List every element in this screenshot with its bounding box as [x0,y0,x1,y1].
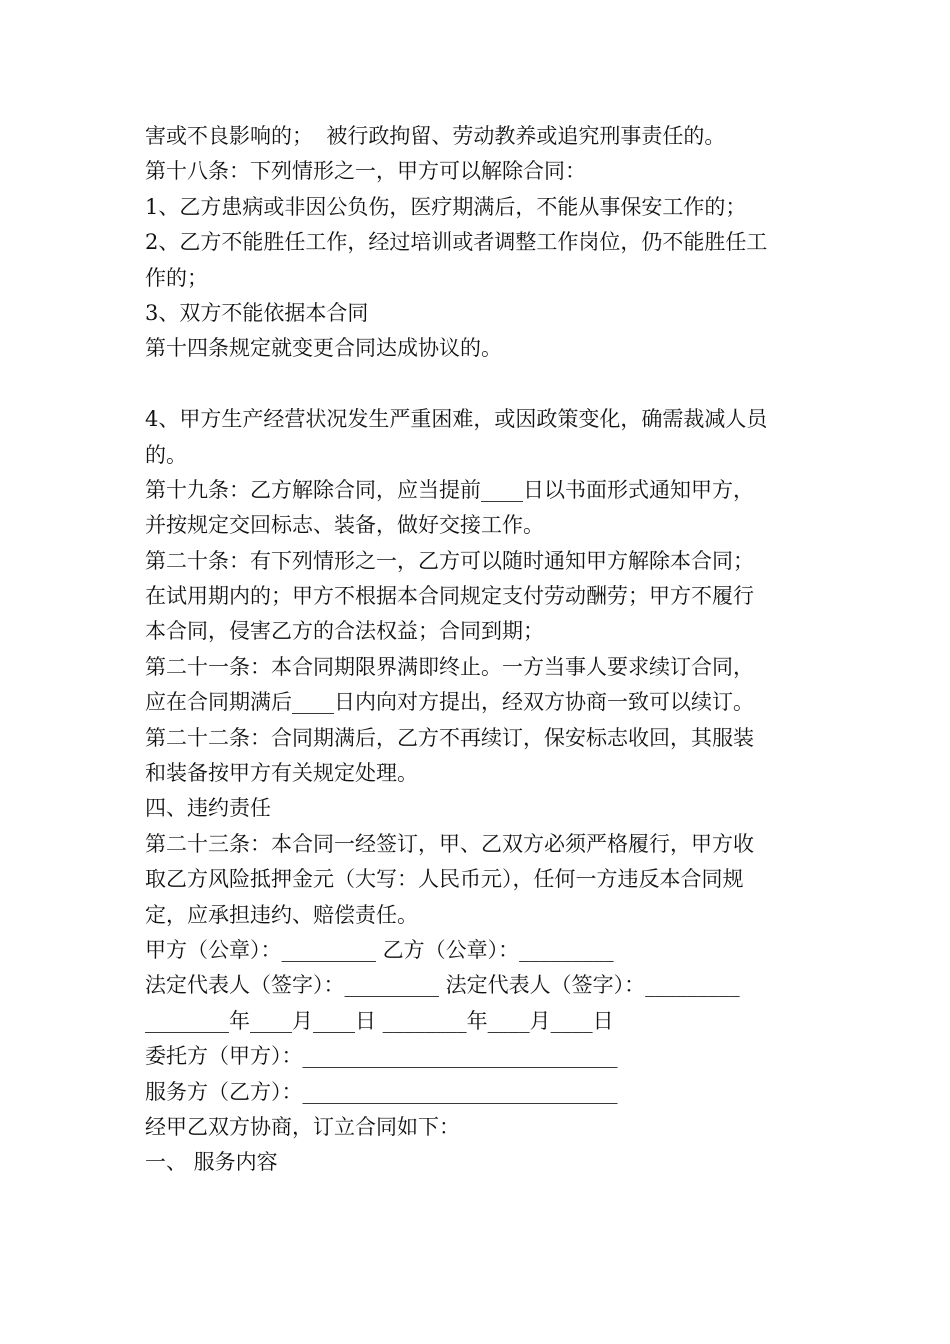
blank-line [145,367,810,402]
text-line: 和装备按甲方有关规定处理。 [145,761,418,786]
text-line: 3、双方不能依据本合同 [145,300,369,325]
client-party-line: 委托方（甲方）：______________________________ [145,1044,618,1069]
article-18-heading: 第十八条：下列情形之一，甲方可以解除合同： [145,159,586,184]
text-line: 作的； [145,265,208,290]
text-line: 2、乙方不能胜任工作，经过培训或者调整工作岗位，仍不能胜任工 [145,230,768,255]
text-line: 本合同，侵害乙方的合法权益；合同到期； [145,619,544,644]
text-line: 应在合同期满后____日内向对方提出，经双方协商一致可以续订。 [145,690,754,715]
section-heading-liability: 四、违约责任 [145,796,271,821]
text-line: 第十四条规定就变更合同达成协议的。 [145,336,502,361]
date-line: ________年____月____日 ________年____月____日 [145,1008,614,1033]
service-party-line: 服务方（乙方）：______________________________ [145,1079,618,1104]
representative-signature-line: 法定代表人（签字）：_________ 法定代表人（签字）：_________ [145,973,740,998]
article-21: 第二十一条：本合同期限界满即终止。一方当事人要求续订合同， [145,654,754,679]
text-line: 取乙方风险抵押金元（大写：人民币元），任何一方违反本合同规 [145,867,744,892]
text-line: 4、甲方生产经营状况发生严重困难，或因政策变化，确需裁减人员 [145,407,768,432]
article-19: 第十九条：乙方解除合同，应当提前____日以书面形式通知甲方， [145,477,754,502]
text-line: 的。 [145,442,187,467]
text-line: 定，应承担违约、赔偿责任。 [145,902,418,927]
article-20: 第二十条：有下列情形之一，乙方可以随时通知甲方解除本合同； [145,548,754,573]
text-line: 并按规定交回标志、装备，做好交接工作。 [145,513,544,538]
article-23: 第二十三条：本合同一经签订，甲、乙双方必须严格履行，甲方收 [145,831,754,856]
article-22: 第二十二条：合同期满后，乙方不再续订，保安标志收回，其服装 [145,725,754,750]
agreement-intro: 经甲乙双方协商，订立合同如下： [145,1114,460,1139]
text-line: 在试用期内的；甲方不根据本合同规定支付劳动酬劳；甲方不履行 [145,584,754,609]
text-line: 害或不良影响的； 被行政拘留、劳动教养或追究刑事责任的。 [145,124,726,148]
text-line: 1、乙方患病或非因公负伤，医疗期满后，不能从事保安工作的； [145,194,747,219]
seal-signature-line: 甲方（公章）：_________ 乙方（公章）：_________ [145,937,614,962]
document-body [145,119,810,1181]
section-heading-service: 一、 服务内容 [145,1150,278,1175]
